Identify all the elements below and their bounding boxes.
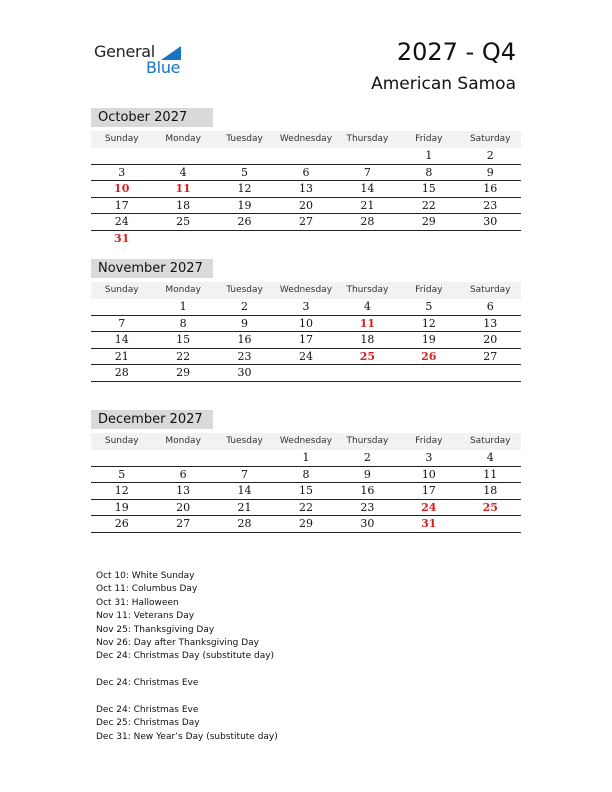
day-cell: 11 (483, 467, 498, 481)
holiday-notes (96, 570, 278, 744)
day-cell: 24 (114, 215, 129, 228)
weekday-header: Wednesday (279, 436, 333, 446)
holiday-note: Dec 24: Christmas Eve (96, 705, 199, 716)
holiday-note: Oct 10: White Sunday (96, 571, 195, 581)
weekday-header: Friday (415, 285, 443, 295)
day-cell: 29 (176, 366, 191, 379)
week-row (91, 231, 521, 248)
day-cell: 20 (176, 500, 191, 514)
day-cell: 15 (298, 484, 313, 497)
day-cell: 23 (237, 349, 252, 363)
day-cell: 3 (302, 300, 310, 313)
holiday-note: Oct 11: Columbus Day (96, 584, 198, 595)
day-cell: 5 (241, 165, 249, 179)
day-cell: 17 (114, 198, 129, 212)
empty-day-cell (214, 450, 275, 466)
weekday-header: Saturday (469, 285, 511, 295)
day-cell: 28 (360, 215, 375, 228)
week-row (91, 450, 521, 467)
day-cell: 10 (421, 467, 436, 481)
day-cell: 23 (483, 198, 498, 212)
day-cell: 16 (237, 333, 252, 346)
week-row (91, 467, 521, 484)
day-cell: 20 (483, 333, 498, 346)
logo (94, 42, 194, 78)
day-cell: 26 (421, 349, 437, 363)
day-cell: 26 (114, 517, 129, 530)
empty-day-cell (275, 231, 336, 248)
week-row (91, 181, 521, 198)
day-cell: 2 (363, 451, 371, 464)
day-cell: 18 (360, 333, 375, 346)
week-row (91, 299, 521, 316)
day-cell: 16 (360, 484, 375, 497)
weekday-header-row (91, 433, 521, 450)
day-cell: 14 (114, 333, 129, 346)
weekday-header: Thursday (346, 436, 389, 446)
day-cell: 5 (425, 300, 433, 313)
day-cell: 7 (118, 316, 126, 330)
day-cell: 21 (114, 349, 129, 363)
day-cell: 6 (486, 300, 494, 313)
day-cell: 30 (237, 366, 252, 379)
day-cell: 12 (114, 484, 129, 497)
empty-day-cell (91, 148, 152, 164)
empty-day-cell (214, 231, 275, 248)
week-row (91, 198, 521, 215)
day-cell: 1 (179, 300, 187, 313)
month-block (91, 108, 521, 247)
note-spacer (96, 691, 278, 704)
empty-day-cell (337, 148, 398, 164)
day-cell: 24 (298, 349, 313, 363)
holiday-note: Dec 25: Christmas Day (96, 718, 200, 729)
weekday-header: Thursday (346, 285, 389, 295)
day-cell: 18 (176, 198, 191, 212)
day-cell: 24 (421, 500, 437, 514)
weekday-header: Monday (165, 134, 201, 144)
holiday-note: Dec 24: Christmas Day (substitute day) (96, 651, 275, 662)
empty-day-cell (337, 365, 398, 381)
day-cell: 13 (176, 484, 191, 497)
holiday-note: Nov 25: Thanksgiving Day (96, 624, 215, 635)
day-cell: 4 (486, 451, 494, 464)
day-cell: 31 (114, 231, 130, 245)
day-cell: 3 (118, 165, 126, 179)
day-cell: 1 (425, 149, 433, 162)
empty-day-cell (275, 148, 336, 164)
day-cell: 26 (237, 215, 252, 228)
weekday-header: Tuesday (226, 285, 263, 295)
day-cell: 10 (298, 316, 313, 330)
holiday-note: Dec 31: New Year’s Day (substitute day) (96, 731, 278, 742)
day-cell: 25 (359, 349, 376, 363)
weekday-header: Sunday (104, 134, 139, 144)
empty-day-cell (460, 516, 521, 532)
day-cell: 14 (237, 484, 252, 497)
empty-day-cell (460, 231, 521, 248)
empty-day-cell (214, 148, 275, 164)
day-cell: 18 (483, 484, 498, 497)
logo-text-general: General (94, 42, 155, 61)
day-cell: 29 (298, 517, 313, 530)
week-row (91, 332, 521, 349)
day-cell: 31 (421, 517, 437, 530)
empty-day-cell (91, 299, 152, 315)
day-cell: 17 (421, 484, 436, 497)
page-title: 2027 - Q4 (396, 38, 516, 66)
day-cell: 9 (486, 165, 494, 179)
day-cell: 5 (118, 467, 126, 481)
day-cell: 22 (421, 198, 436, 212)
weekday-header: Tuesday (226, 436, 263, 446)
week-row (91, 500, 521, 517)
empty-day-cell (91, 450, 152, 466)
month-label: October 2027 (91, 108, 213, 127)
week-row (91, 165, 521, 182)
weekday-header: Saturday (469, 134, 511, 144)
day-cell: 19 (237, 198, 252, 212)
day-cell: 27 (298, 215, 313, 228)
day-cell: 25 (482, 500, 498, 514)
day-cell: 14 (360, 182, 375, 195)
day-cell: 7 (363, 165, 371, 179)
holiday-note: Dec 24: Christmas Eve (96, 678, 199, 689)
day-cell: 25 (176, 215, 191, 228)
day-cell: 9 (363, 467, 371, 481)
day-cell: 8 (302, 467, 310, 481)
day-cell: 12 (237, 182, 252, 195)
month-block (91, 410, 521, 533)
note-spacer (96, 664, 278, 677)
weekday-header: Wednesday (279, 134, 333, 144)
weekday-header: Sunday (104, 436, 139, 446)
weekday-header: Monday (165, 436, 201, 446)
day-cell: 22 (298, 500, 313, 514)
day-cell: 19 (114, 500, 129, 514)
week-row (91, 516, 521, 533)
week-row (91, 349, 521, 366)
weekday-header: Wednesday (279, 285, 333, 295)
day-cell: 1 (302, 451, 310, 464)
holiday-note: Oct 31: Halloween (96, 597, 179, 608)
month-block (91, 259, 521, 382)
day-cell: 2 (241, 300, 249, 313)
weekday-header: Monday (165, 285, 201, 295)
day-cell: 27 (483, 349, 498, 363)
week-row (91, 148, 521, 165)
logo-text-blue: Blue (146, 58, 181, 77)
day-cell: 13 (298, 182, 313, 195)
empty-day-cell (398, 365, 459, 381)
day-cell: 29 (421, 215, 436, 228)
day-cell: 30 (360, 517, 375, 530)
day-cell: 2 (486, 149, 494, 162)
empty-day-cell (152, 450, 213, 466)
day-cell: 12 (421, 316, 436, 330)
day-cell: 8 (425, 165, 433, 179)
day-cell: 19 (421, 333, 436, 346)
weekday-header-row (91, 131, 521, 148)
page-subtitle: American Samoa (371, 74, 516, 94)
day-cell: 21 (360, 198, 375, 212)
day-cell: 28 (237, 517, 252, 530)
week-row (91, 316, 521, 333)
day-cell: 15 (176, 333, 191, 346)
month-label: December 2027 (91, 410, 213, 429)
empty-day-cell (152, 231, 213, 248)
empty-day-cell (275, 365, 336, 381)
week-row (91, 483, 521, 500)
day-cell: 28 (114, 366, 129, 379)
empty-day-cell (398, 231, 459, 248)
day-cell: 4 (363, 300, 371, 313)
day-cell: 10 (114, 182, 130, 195)
month-label: November 2027 (91, 259, 213, 278)
weekday-header: Sunday (104, 285, 139, 295)
day-cell: 21 (237, 500, 252, 514)
day-cell: 23 (360, 500, 375, 514)
day-cell: 6 (179, 467, 187, 481)
weekday-header: Thursday (346, 134, 389, 144)
day-cell: 15 (421, 182, 436, 195)
day-cell: 11 (175, 182, 191, 195)
day-cell: 3 (425, 451, 433, 464)
day-cell: 27 (176, 517, 191, 530)
day-cell: 4 (179, 165, 187, 179)
weekday-header: Saturday (469, 436, 511, 446)
day-cell: 20 (298, 198, 313, 212)
day-cell: 17 (298, 333, 313, 346)
weekday-header: Friday (415, 134, 443, 144)
day-cell: 6 (302, 165, 310, 179)
day-cell: 22 (176, 349, 191, 363)
weekday-header: Tuesday (226, 134, 263, 144)
day-cell: 11 (359, 316, 376, 330)
day-cell: 8 (179, 316, 187, 330)
week-row (91, 365, 521, 382)
empty-day-cell (152, 148, 213, 164)
weekday-header: Friday (415, 436, 443, 446)
week-row (91, 214, 521, 231)
empty-day-cell (460, 365, 521, 381)
day-cell: 30 (483, 215, 498, 228)
holiday-note: Nov 26: Day after Thanksgiving Day (96, 638, 259, 649)
day-cell: 7 (241, 467, 249, 481)
weekday-header-row (91, 282, 521, 299)
day-cell: 16 (483, 182, 498, 195)
day-cell: 9 (241, 316, 249, 330)
holiday-note: Nov 11: Veterans Day (96, 611, 195, 622)
day-cell: 13 (483, 316, 498, 330)
empty-day-cell (337, 231, 398, 248)
